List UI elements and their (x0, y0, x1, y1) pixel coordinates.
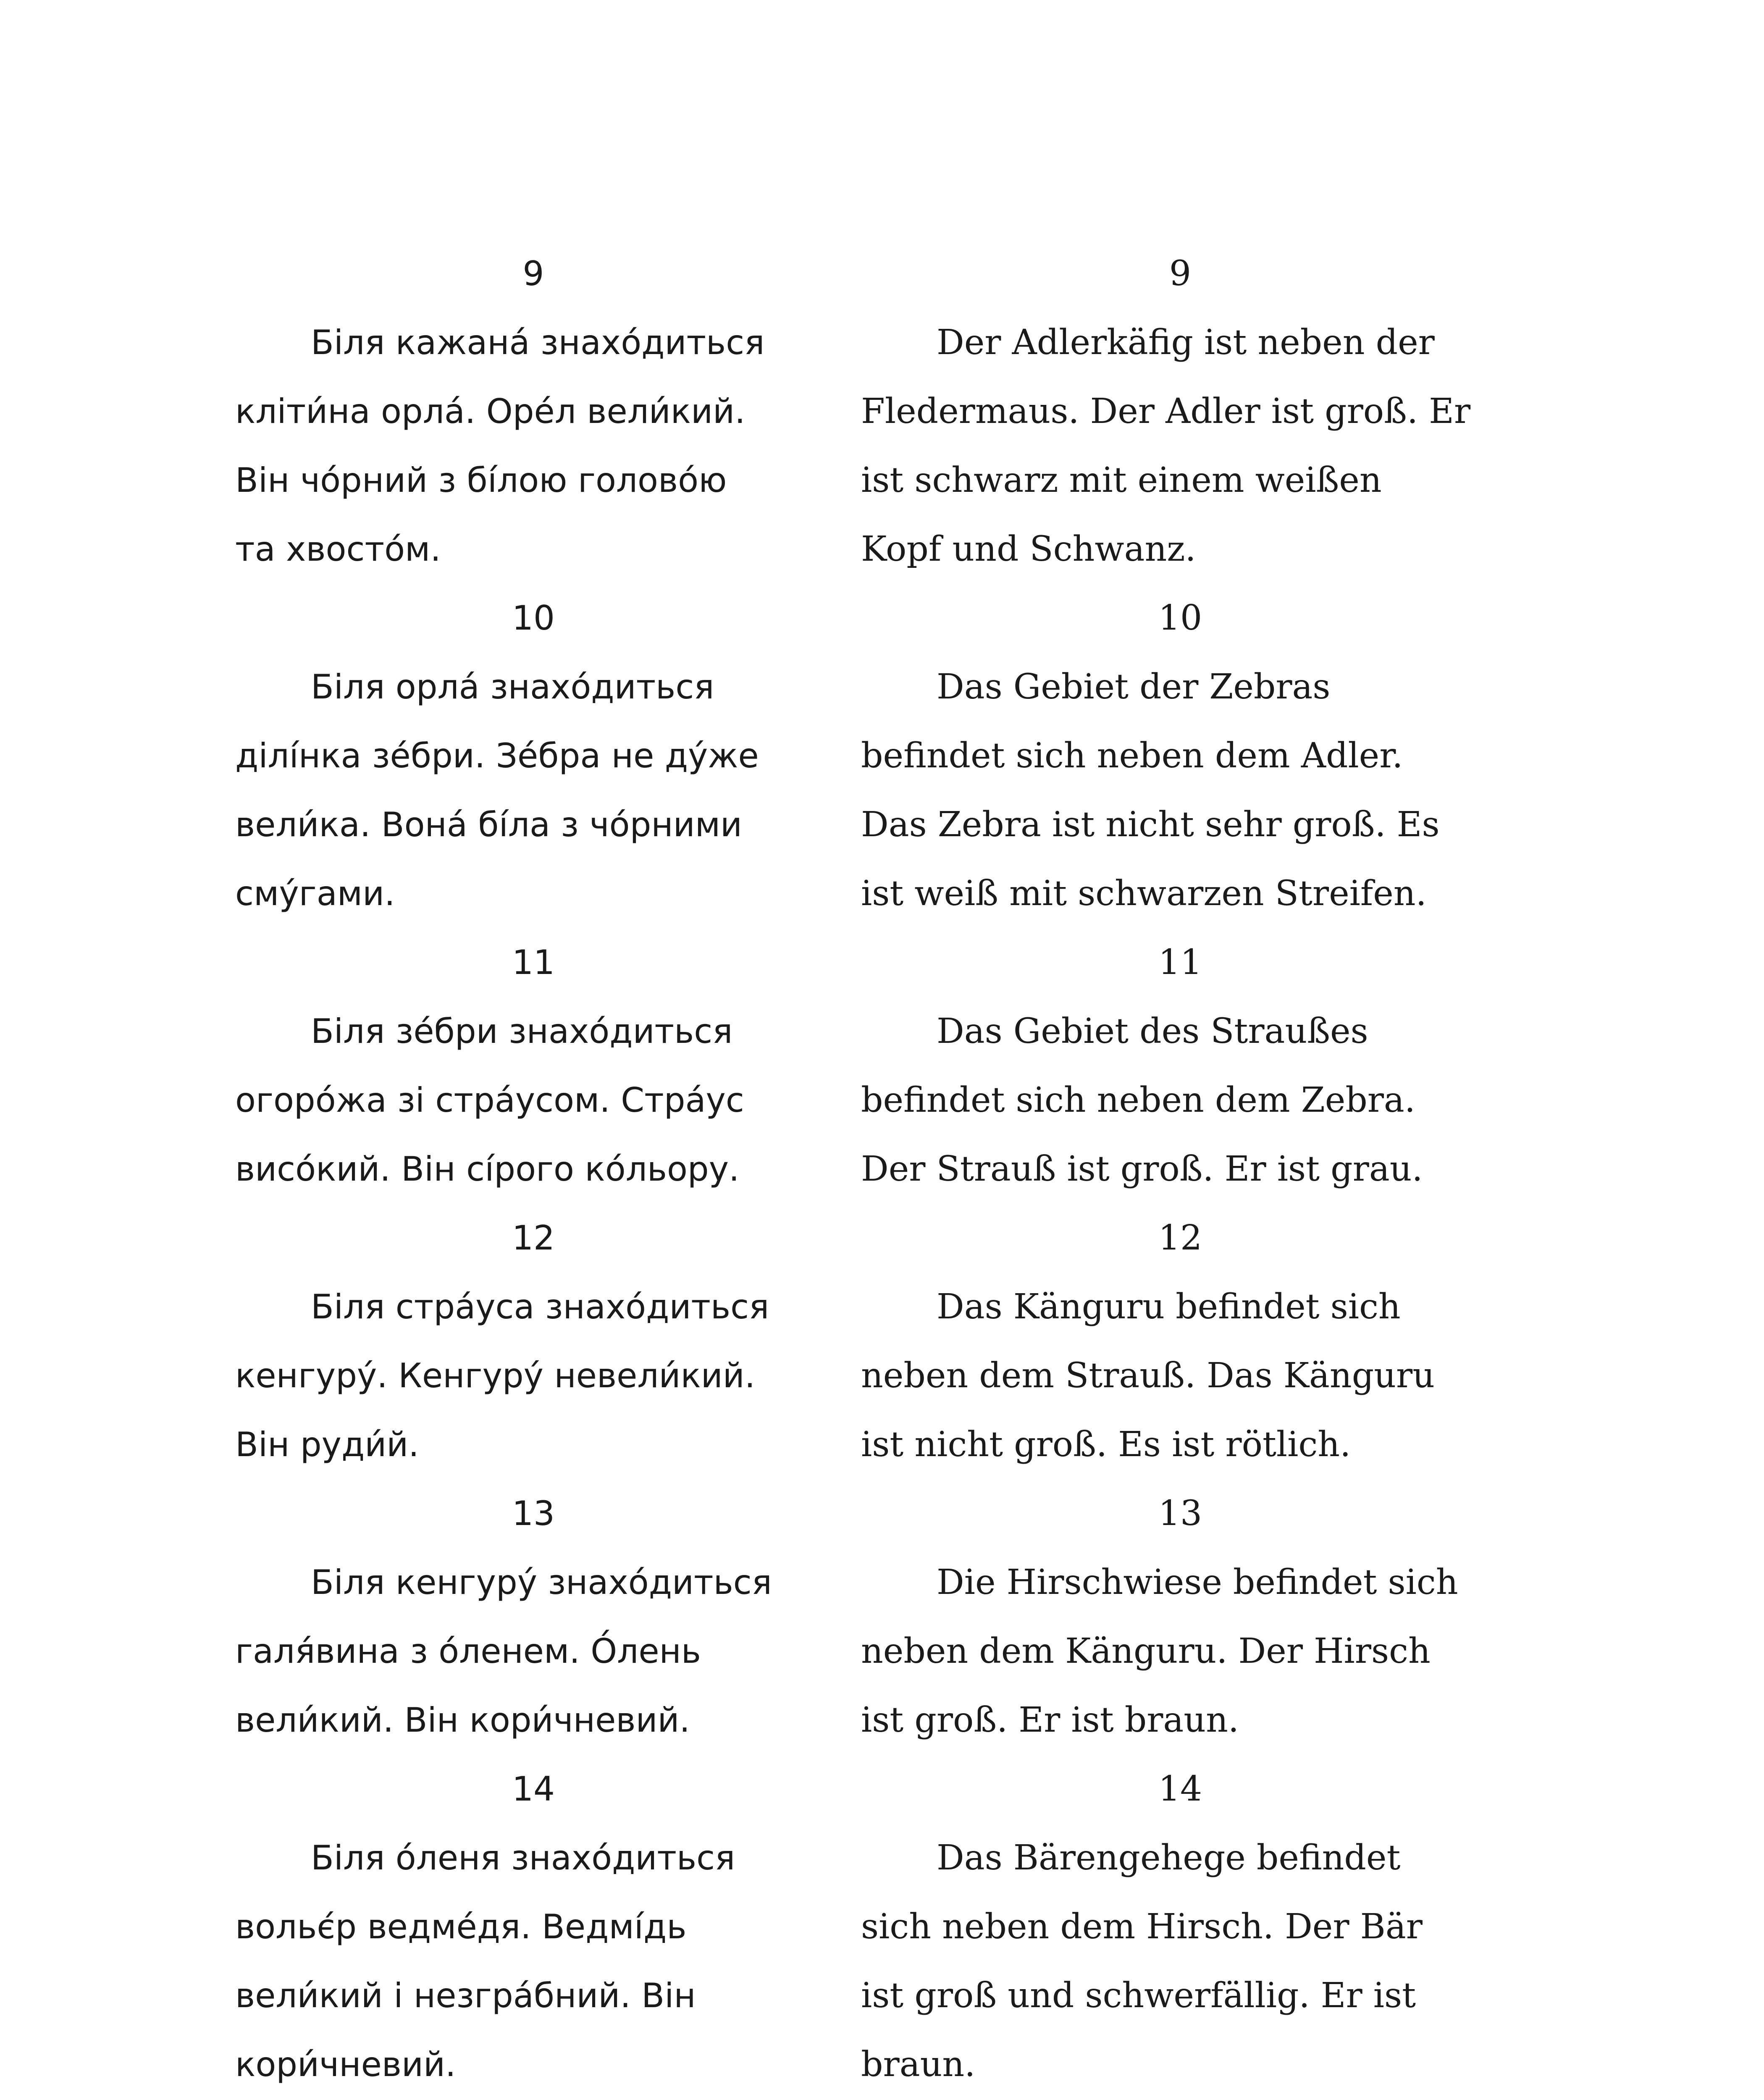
section-number: 9 (522, 254, 544, 293)
text-line: neben dem Strauß. Das Känguru (861, 1356, 1435, 1396)
text-line: Das Gebiet des Straußes (937, 1011, 1368, 1051)
text-line: вели́кий і незгра́бний. Він (235, 1976, 696, 2015)
text-line: ist groß und schwerfällig. Er ist (861, 1976, 1416, 2016)
text-line: кліти́на орла́. Оре́л вели́кий. (235, 392, 746, 431)
text-line: Der Adlerkäfig ist neben der (937, 323, 1435, 362)
text-line: Біля о́леня знахо́диться (311, 1838, 735, 1877)
ukrainian-column (235, 239, 832, 2099)
text-line: вольє́р ведме́дя. Ведмі́дь (235, 1907, 687, 1946)
german-column (861, 239, 1499, 2099)
text-line: вели́ка. Вона́ бі́ла з чо́рними (235, 805, 743, 844)
section-number: 11 (1158, 942, 1202, 982)
text-line: Die Hirschwiese befindet sich (937, 1562, 1458, 1602)
section-number: 14 (1158, 1769, 1202, 1809)
section-number: 9 (1169, 254, 1192, 294)
section-paragraph (861, 308, 1499, 584)
text-line: кенгуру́. Кенгуру́ невели́кий. (235, 1356, 756, 1395)
section-paragraph (235, 1548, 832, 1755)
section-number: 11 (512, 943, 555, 982)
text-line: Das Känguru befindet sich (937, 1287, 1401, 1327)
text-line: вели́кий. Він кори́чневий. (235, 1701, 690, 1740)
text-line: Das Gebiet der Zebras (937, 667, 1331, 707)
text-line: sich neben dem Hirsch. Der Bär (861, 1907, 1423, 1947)
section-number: 13 (1158, 1494, 1202, 1533)
section-paragraph (235, 1824, 832, 2099)
text-line: галя́вина з о́ленем. О́лень (235, 1632, 701, 1671)
text-line: ist groß. Er ist braun. (861, 1700, 1239, 1740)
text-line: braun. (861, 2045, 976, 2084)
text-line: ist schwarz mit einem weißen (861, 460, 1382, 500)
text-line: Kopf und Schwanz. (861, 529, 1196, 569)
section-paragraph (235, 308, 832, 584)
text-line: ділі́нка зе́бри. Зе́бра не ду́же (235, 736, 759, 775)
text-line: Fledermaus. Der Adler ist groß. Er (861, 391, 1471, 431)
section-number: 14 (512, 1769, 555, 1809)
text-line: befindet sich neben dem Adler. (861, 736, 1403, 776)
section-number: 10 (1158, 598, 1202, 638)
section-paragraph (235, 997, 832, 1204)
section-paragraph (861, 1548, 1499, 1755)
section-paragraph (235, 1273, 832, 1479)
text-line: Das Zebra ist nicht sehr groß. Es (861, 805, 1440, 845)
text-line: Біля кажана́ знахо́диться (311, 323, 765, 362)
section-paragraph (861, 653, 1499, 928)
text-line: та хвосто́м. (235, 530, 441, 569)
text-line: Біля стра́уса знахо́диться (311, 1287, 769, 1326)
text-line: висо́кий. Він сі́рого ко́льору. (235, 1150, 740, 1189)
text-line: befindet sich neben dem Zebra. (861, 1080, 1415, 1120)
text-line: Біля орла́ знахо́диться (311, 667, 714, 706)
text-line: Він руди́й. (235, 1425, 419, 1464)
section-paragraph (861, 1824, 1499, 2099)
section-paragraph (235, 653, 832, 928)
section-number: 10 (512, 598, 555, 638)
text-line: Біля зе́бри знахо́диться (311, 1012, 733, 1051)
text-line: Der Strauß ist groß. Er ist grau. (861, 1149, 1423, 1189)
text-line: сму́гами. (235, 874, 395, 913)
text-line: neben dem Känguru. Der Hirsch (861, 1631, 1431, 1671)
section-number: 13 (512, 1494, 555, 1533)
section-number: 12 (512, 1218, 555, 1257)
section-number: 12 (1158, 1218, 1202, 1258)
text-line: ist nicht groß. Es ist rötlich. (861, 1425, 1351, 1465)
section-paragraph (861, 997, 1499, 1204)
text-line: Біля кенгуру́ знахо́диться (311, 1563, 772, 1602)
text-line: Він чо́рний з бі́лою голово́ю (235, 461, 727, 500)
text-line: ist weiß mit schwarzen Streifen. (861, 874, 1427, 914)
section-paragraph (861, 1273, 1499, 1479)
text-line: кори́чневий. (235, 2045, 456, 2084)
text-line: огоро́жа зі стра́усом. Стра́ус (235, 1081, 744, 1120)
text-line: Das Bärengehege befindet (937, 1838, 1401, 1878)
